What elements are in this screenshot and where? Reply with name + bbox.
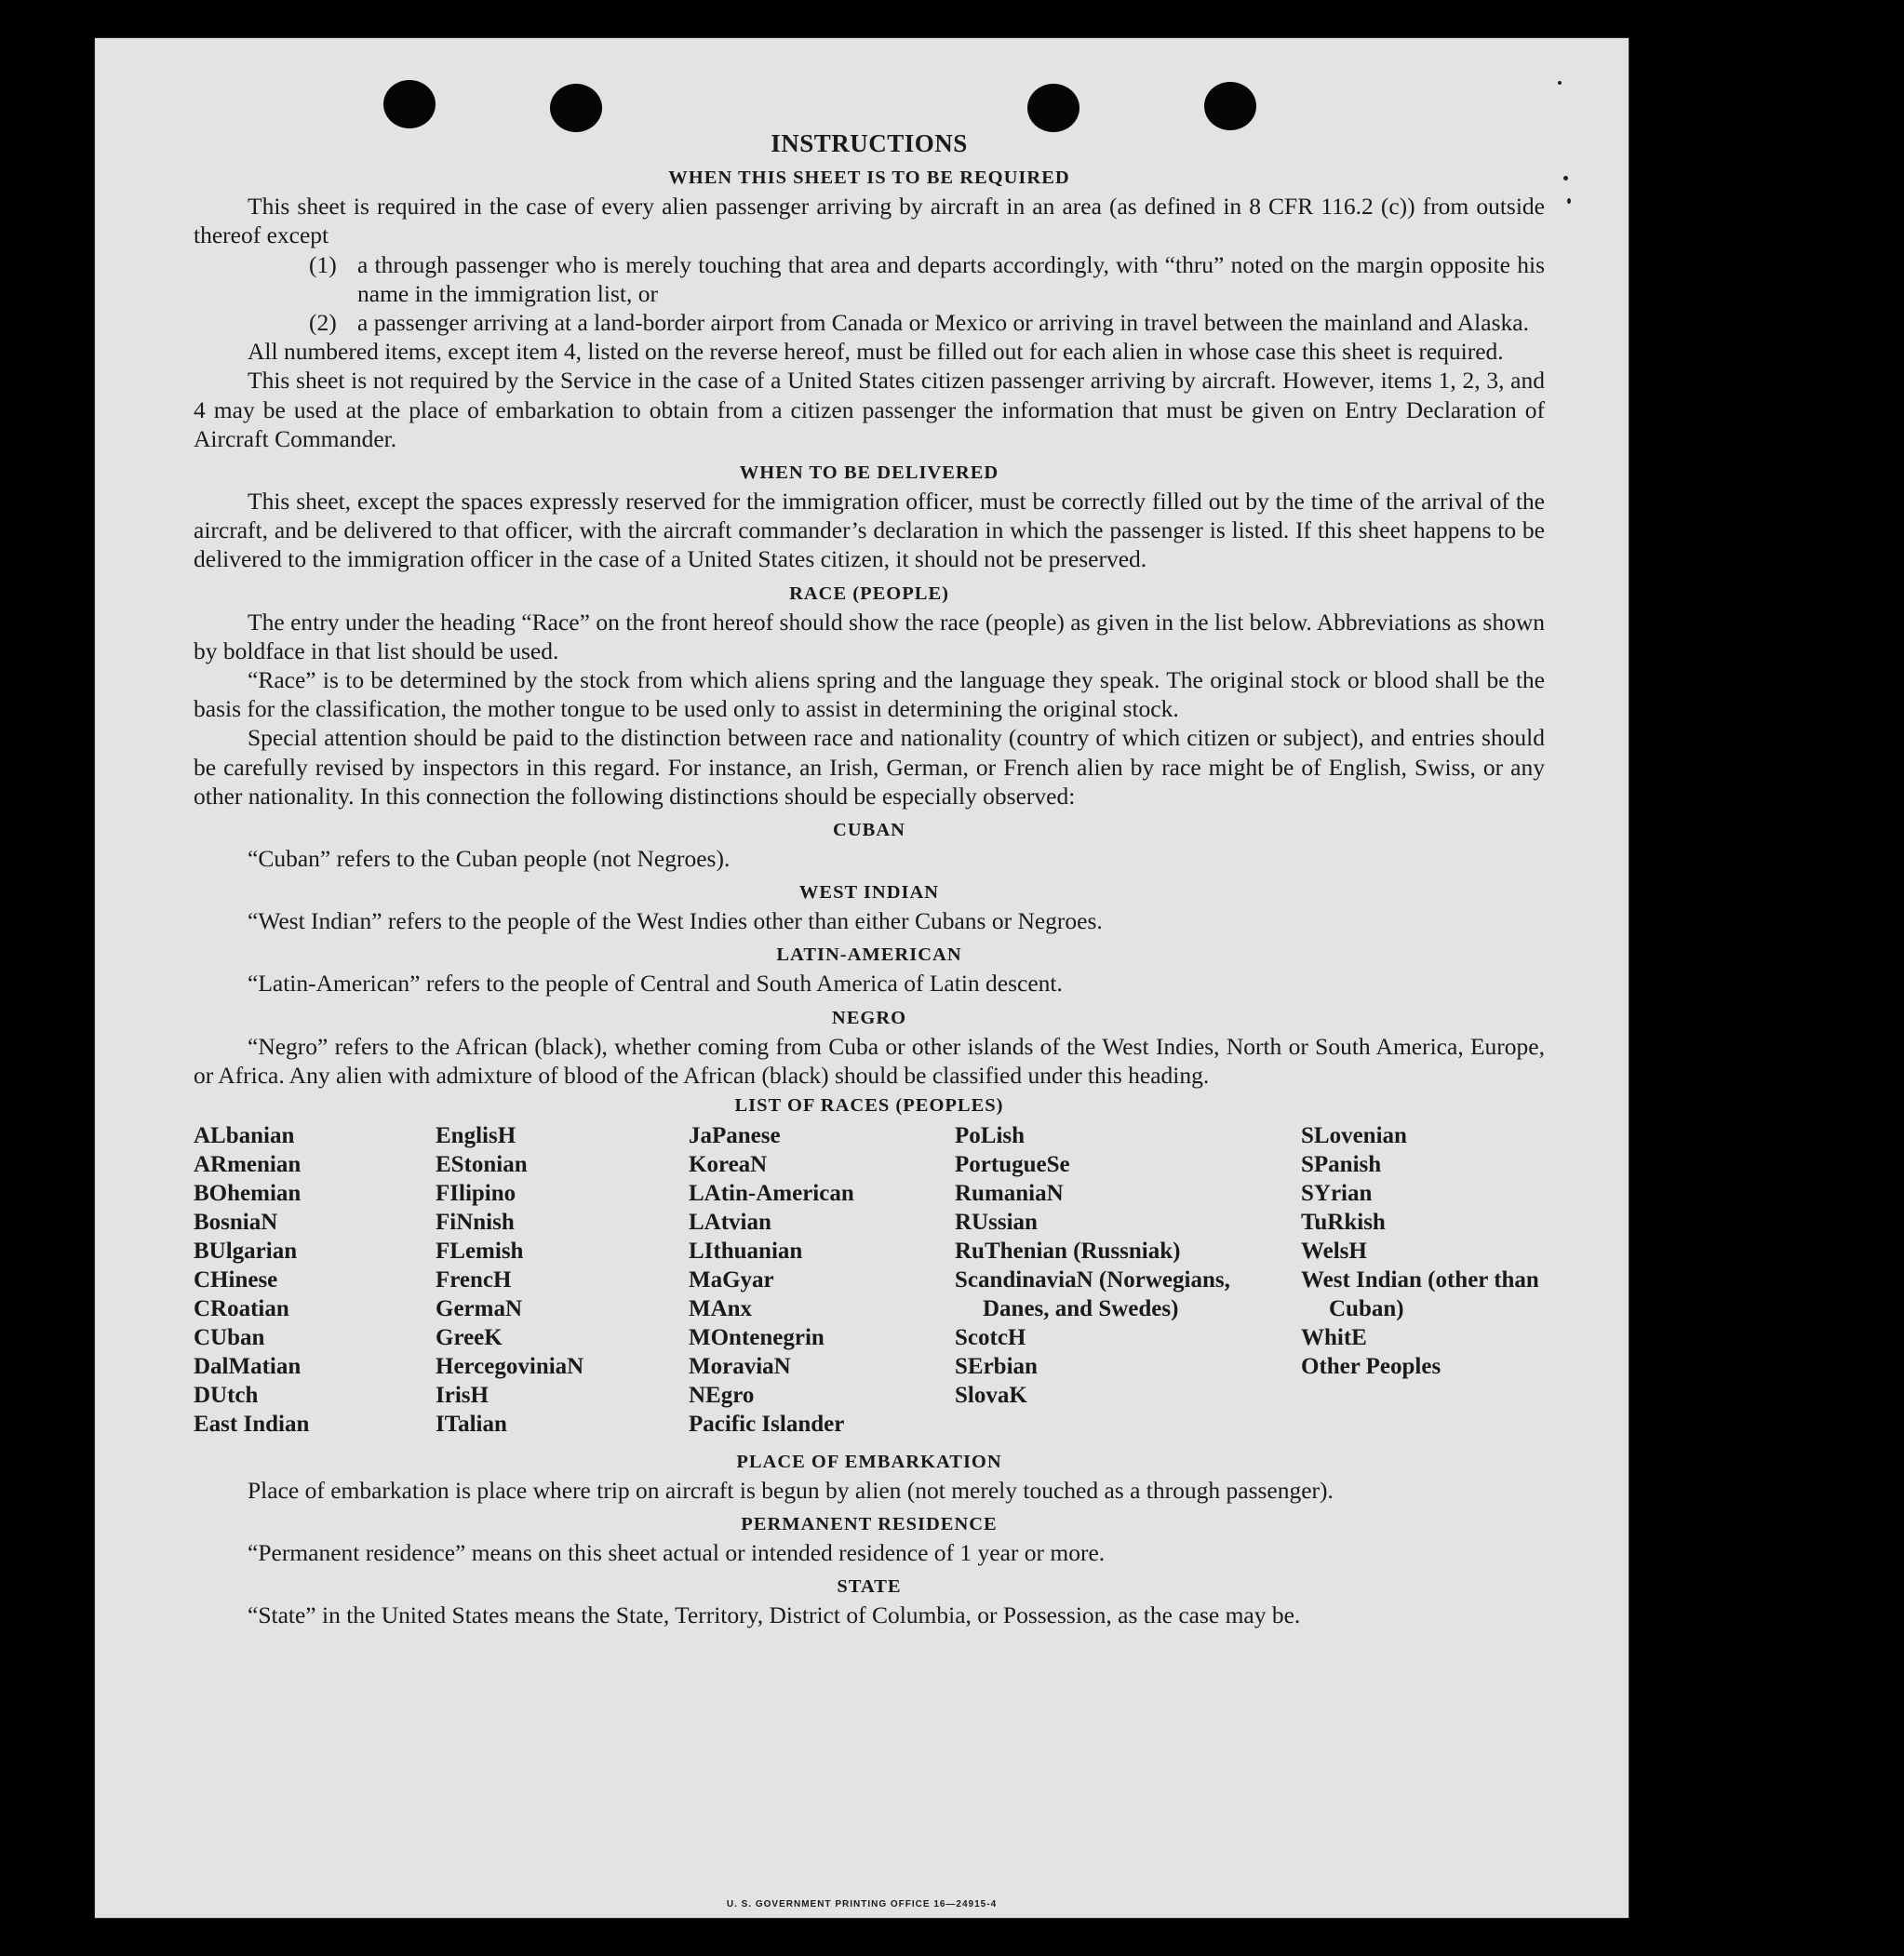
race-entry: RuThenian (Russniak) [955,1239,1181,1265]
race-entry: FLemish [436,1239,524,1265]
race-entry: MoraviaN [689,1354,791,1380]
race-entry: KoreaN [689,1152,768,1178]
race-entry: EnglisH [436,1123,516,1149]
race-entry: ALbanian [194,1123,295,1149]
cuban-text: “Cuban” refers to the Cuban people (not Negroes). [248,845,731,873]
race-entry: SErbian [955,1354,1038,1380]
race-entry: GermaN [436,1296,523,1322]
race-entry: MAnx [689,1296,753,1322]
race-entry: FiNnish [436,1210,515,1236]
race-entry: CRoatian [194,1296,289,1322]
race-entry: RUssian [955,1210,1038,1236]
race-entry: Pacific Islander [689,1412,845,1438]
race-entry: GreeK [436,1325,503,1351]
race-entry: BUlgarian [194,1239,298,1265]
race-entry: NEgro [689,1383,755,1409]
punch-hole-4 [1204,82,1256,130]
residence-text: “Permanent residence” means on this sheet actual or intended residence of 1 year or more. [248,1539,1106,1567]
heading-residence: PERMANENT RESIDENCE [741,1514,998,1535]
races-column-3 [689,1121,955,1439]
state-text: “State” in the United States means the State, Territory, District of Columbia, or Possession, as the case may be. [248,1601,1301,1629]
race-entry: FrencH [436,1267,512,1293]
race-entry: SlovaK [955,1383,1027,1409]
scan-speck [1567,198,1571,204]
races-column-4 [955,1121,1301,1439]
printing-office-footer: U. S. GOVERNMENT PRINTING OFFICE 16—24915-4 [726,1899,998,1909]
heading-negro: NEGRO [831,1007,907,1028]
race-entry: LIthuanian [689,1239,803,1265]
race-entry: ARmenian [194,1152,302,1178]
race-entry: SYrian [1301,1181,1373,1207]
race-entry: East Indian [194,1412,310,1438]
races-column-2 [436,1121,689,1439]
race-entry: MOntenegrin [689,1325,825,1351]
race-entry: IrisH [436,1383,489,1409]
race-entry: ScandinaviaN (Norwegians, Danes, and Swedes) [955,1267,1230,1322]
race-entry: TuRkish [1301,1210,1386,1236]
punch-hole-3 [1027,84,1079,132]
punch-hole-2 [550,84,602,132]
race-entry: RumaniaN [955,1181,1064,1207]
race-entry: ScotcH [955,1325,1026,1351]
heading-embarkation: PLACE OF EMBARKATION [736,1452,1002,1473]
race-entry: PoLish [955,1123,1026,1149]
exception-item-1 [309,250,1545,308]
race-entry: JaPanese [689,1123,781,1149]
item-number: (2) [309,309,337,337]
when-required-para2: All numbered items, except item 4, listed on the reverse hereof, must be filled out for each alien in whose case this sheet is required. [248,338,1504,366]
heading-latin-american: LATIN-AMERICAN [776,945,962,966]
scan-speck [1563,176,1568,181]
race-entry: HercegoviniaN [436,1354,584,1380]
race-entry: SLovenian [1301,1123,1407,1149]
race-entry: DUtch [194,1383,259,1409]
race-entry: CUban [194,1325,265,1351]
races-list [194,1121,1545,1439]
item-text: a through passenger who is merely touching that area and departs accordingly, with “thru” noted on the margin opposite his name in the immigration list, or [357,250,1545,307]
punch-hole-1 [383,80,436,128]
west-indian-text: “West Indian” refers to the people of the West Indies other than either Cubans or Negroes. [248,907,1103,935]
latin-american-text: “Latin-American” refers to the people of Central and South America of Latin descent. [248,970,1063,998]
item-number: (1) [309,250,337,278]
race-para1: The entry under the heading “Race” on the front hereof should show the race (people) as given in the list below. Abbreviations as shown by boldface in that list should be used. [194,608,1545,664]
heading-west-indian: WEST INDIAN [798,882,940,904]
scan-speck [1558,81,1562,85]
race-entry: BOhemian [194,1181,302,1207]
race-entry: Other Peoples [1301,1354,1441,1380]
negro-text: “Negro” refers to the African (black), whether coming from Cuba or other islands of the West Indies, North or South America, Europe, or Africa. Any alien with admixture of blood of the African (black) should be classified under this heading. [194,1032,1545,1089]
heading-race: RACE (PEOPLE) [789,583,949,604]
item-text: a passenger arriving at a land-border airport from Canada or Mexico or arriving in travel between the mainland and Alaska. [357,309,1529,337]
when-delivered-text: This sheet, except the spaces expressly reserved for the immigration officer, must be correctly filled out by the time of the arrival of the aircraft, and be delivered to that officer, with the aircraft commander’s declaration in which the passenger is listed. If this sheet happens to be delivered to the immigration officer in the case of a United States citizen, it should not be preserved. [194,488,1545,573]
race-entry: LAtvian [689,1210,771,1236]
race-entry: MaGyar [689,1267,774,1293]
race-entry: LAtin-American [689,1181,854,1207]
instructions-body [194,129,1545,1630]
heading-when-delivered: WHEN TO BE DELIVERED [739,462,999,484]
race-entry: BosniaN [194,1210,278,1236]
race-entry: SPanish [1301,1152,1382,1178]
heading-cuban: CUBAN [833,820,905,841]
race-para2: “Race” is to be determined by the stock from which aliens spring and the language they speak. The original stock or blood shall be the basis for the classification, the mother tongue to be used only to assist in determining the original stock. [194,666,1545,723]
when-required-para3: This sheet is not required by the Service in the case of a United States citizen passenger arriving by aircraft. However, items 1, 2, 3, and 4 may be used at the place of embarkation to obtain from a citizen passenger the information that must be given on Entry Declaration of Aircraft Commander. [194,367,1545,452]
embarkation-text: Place of embarkation is place where trip on aircraft is begun by alien (not merely touched as a through passenger). [248,1477,1334,1505]
race-entry: WelsH [1301,1239,1367,1265]
race-entry: PortugueSe [955,1152,1070,1178]
race-entry: EStonian [436,1152,528,1178]
race-entry: ITalian [436,1412,507,1438]
race-para3: Special attention should be paid to the distinction between race and nationality (country of which citizen or subject), and entries should be carefully revised by inspectors in this regard. For instance, an Irish, German, or French alien by race might be of English, Swiss, or any other nationality. In this connection the following distinctions should be especially observed: [194,724,1545,810]
race-entry: DalMatian [194,1354,302,1380]
races-column-5 [1301,1121,1545,1439]
when-required-intro: This sheet is required in the case of every alien passenger arriving by aircraft in an area (as defined in 8 CFR 116.2 (c)) from outside thereof except [194,193,1545,249]
race-entry: West Indian (other than Cuban) [1301,1267,1539,1322]
heading-state: STATE [837,1576,902,1598]
document-page [95,38,1629,1918]
race-entry: CHinese [194,1267,278,1293]
heading-when-required: WHEN THIS SHEET IS TO BE REQUIRED [668,167,1070,189]
page-title: INSTRUCTIONS [771,129,968,157]
exception-item-2 [309,308,1545,337]
races-column-1 [194,1121,436,1439]
race-entry: WhitE [1301,1325,1367,1351]
heading-list-of-races: LIST OF RACES (PEOPLES) [734,1095,1004,1117]
race-entry: FIlipino [436,1181,516,1207]
